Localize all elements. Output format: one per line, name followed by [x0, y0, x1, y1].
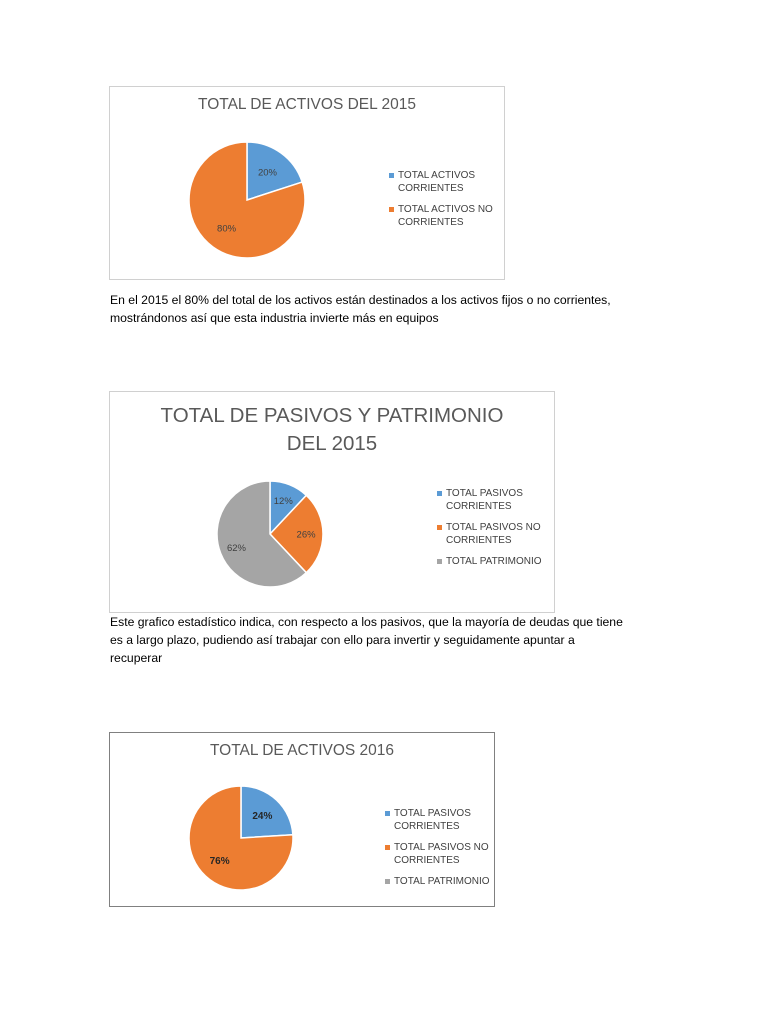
legend-item — [385, 807, 493, 833]
chart-legend — [389, 169, 499, 237]
legend-swatch — [437, 491, 442, 496]
legend-swatch — [389, 173, 394, 178]
legend-swatch — [437, 559, 442, 564]
legend-swatch — [437, 525, 442, 530]
legend-label: TOTAL PATRIMONIO — [394, 876, 490, 887]
paragraph-pasivos-2015 — [110, 613, 660, 667]
legend-label: TOTAL PASIVOS CORRIENTES — [446, 488, 523, 512]
legend-label: TOTAL ACTIVOS CORRIENTES — [398, 170, 476, 194]
legend-item — [437, 521, 549, 547]
paragraph-line: mostrándonos así que esta industria invierte más en equipos — [110, 311, 439, 325]
paragraph-line: es a largo plazo, pudiendo así trabajar con ello para invertir y seguidamente apuntar a — [110, 633, 575, 647]
paragraph-line: Este grafico estadístico indica, con respecto a los pasivos, que la mayoría de deudas que tiene — [110, 615, 623, 629]
chart-activos-2016 — [109, 732, 495, 907]
pie-slice-label: 24% — [252, 810, 273, 822]
chart-legend — [385, 807, 493, 896]
paragraph-activos-2015 — [110, 291, 660, 327]
paragraph-line: En el 2015 el 80% del total de los activos están destinados a los activos fijos o no corrientes, — [110, 293, 611, 307]
legend-swatch — [385, 811, 390, 816]
pie-slice-label: 26% — [296, 529, 316, 541]
chart-title: TOTAL DE ACTIVOS DEL 2015 — [198, 96, 416, 113]
pie-slice-label: 76% — [209, 856, 230, 868]
paragraph-line: recuperar — [110, 651, 163, 665]
legend-item — [385, 841, 493, 867]
chart-pasivos-patrimonio-2015 — [109, 391, 555, 613]
pie-slice-label: 80% — [217, 223, 237, 235]
chart-legend — [437, 487, 549, 576]
legend-label: TOTAL PASIVOS NO CORRIENTES — [394, 842, 489, 866]
legend-label: TOTAL PATRIMONIO — [446, 556, 542, 567]
legend-swatch — [389, 207, 394, 212]
legend-item — [437, 487, 549, 513]
chart-activos-2015 — [109, 86, 505, 280]
legend-item — [437, 555, 549, 568]
pie-slice-label: 12% — [273, 495, 293, 507]
legend-swatch — [385, 845, 390, 850]
chart-title-line: TOTAL DE PASIVOS Y PATRIMONIO — [160, 404, 504, 427]
legend-label: TOTAL PASIVOS CORRIENTES — [394, 808, 471, 832]
chart-title-line: DEL 2015 — [286, 432, 378, 455]
legend-swatch — [385, 879, 390, 884]
legend-item — [385, 875, 493, 888]
pie-slice-label: 20% — [257, 167, 277, 179]
legend-label: TOTAL PASIVOS NO CORRIENTES — [446, 522, 541, 546]
legend-item — [389, 169, 499, 195]
pie-slice-label: 62% — [226, 542, 246, 554]
legend-label: TOTAL ACTIVOS NO CORRIENTES — [398, 204, 493, 228]
chart-title: TOTAL DE ACTIVOS 2016 — [209, 742, 395, 759]
legend-item — [389, 203, 499, 229]
